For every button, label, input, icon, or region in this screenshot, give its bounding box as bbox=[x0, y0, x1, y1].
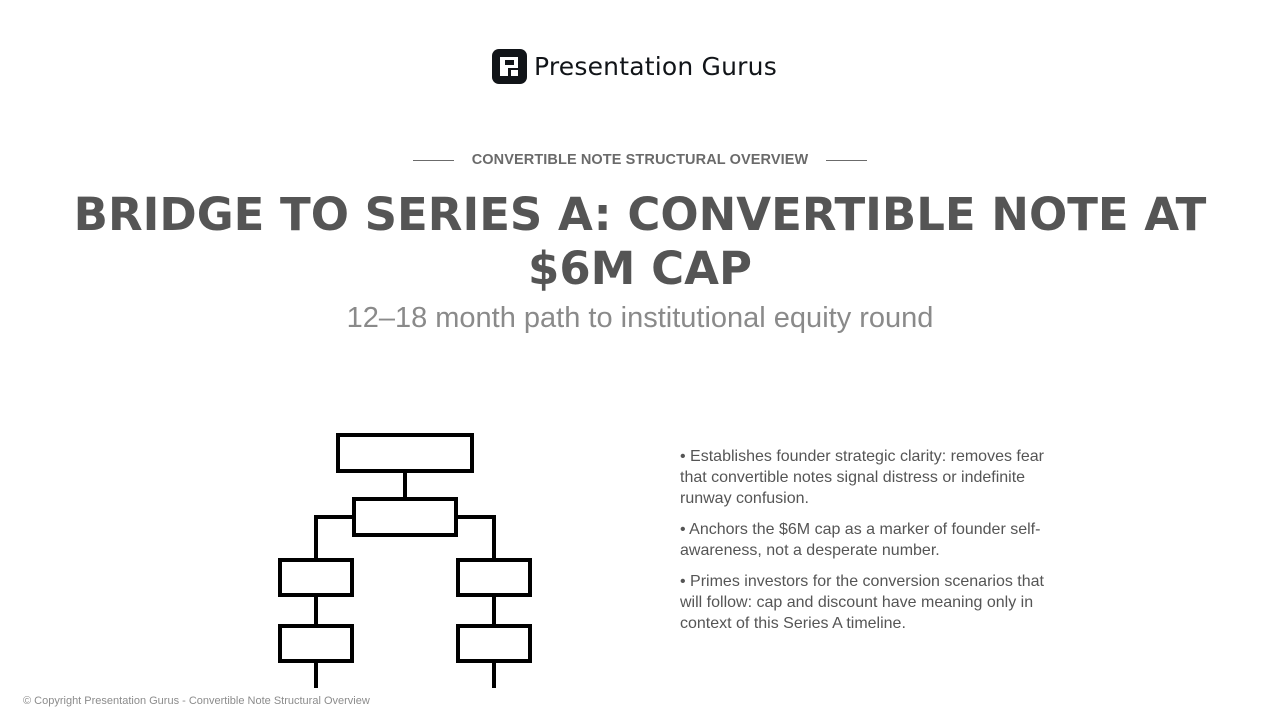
bullet-item: • Primes investors for the conversion scenarios that will follow: cap and discount have meaning only in context of this Series A timeline. bbox=[680, 573, 1044, 632]
eyebrow bbox=[0, 152, 1280, 168]
bullet-item: • Anchors the $6M cap as a marker of founder self-awareness, not a desperate number. bbox=[680, 521, 1041, 559]
hierarchy-diagram-icon bbox=[278, 432, 532, 688]
diagram-right-box-2 bbox=[458, 626, 530, 661]
diagram-left-box-2 bbox=[280, 626, 352, 661]
diagram-connector bbox=[316, 517, 354, 560]
page-subtitle: 12–18 month path to institutional equity round bbox=[346, 302, 934, 334]
brand-name: Presentation Gurus bbox=[534, 51, 777, 81]
presentation-gurus-logo-icon bbox=[492, 49, 527, 84]
diagram-right-box-1 bbox=[458, 560, 530, 595]
eyebrow-text: CONVERTIBLE NOTE STRUCTURAL OVERVIEW bbox=[471, 152, 809, 168]
page-title: BRIDGE TO SERIES A: CONVERTIBLE NOTE AT $6M CAP bbox=[73, 188, 1207, 295]
footer-copyright: © Copyright Presentation Gurus - Convertible Note Structural Overview bbox=[23, 695, 370, 707]
diagram-connector bbox=[456, 517, 494, 560]
eyebrow-right-rule bbox=[826, 160, 867, 161]
diagram-middle-box bbox=[354, 499, 456, 535]
bullet-item: • Establishes founder strategic clarity: removes fear that convertible notes signal distress or indefinite runway confusion. bbox=[680, 448, 1044, 507]
diagram-left-box-1 bbox=[280, 560, 352, 595]
eyebrow-left-rule bbox=[413, 160, 454, 161]
brand-logo bbox=[492, 47, 777, 85]
diagram-top-box bbox=[338, 435, 472, 471]
bullet-list bbox=[680, 446, 1048, 644]
